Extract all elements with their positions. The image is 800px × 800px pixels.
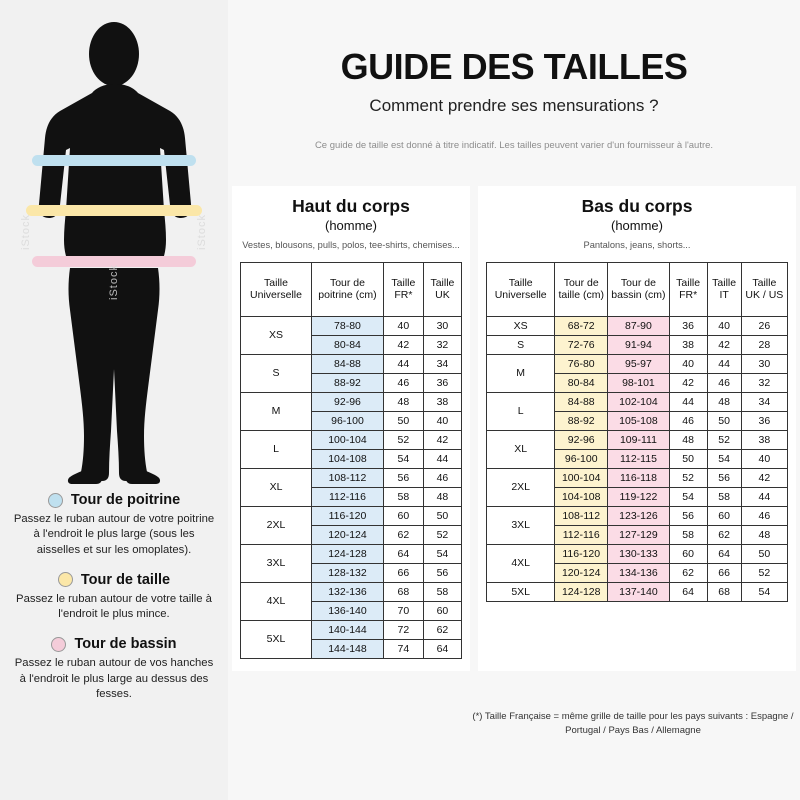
size-label-cell: XL <box>241 468 312 506</box>
table-cell: 44 <box>423 449 461 468</box>
table-cell: 46 <box>741 506 787 525</box>
page-header <box>228 0 800 152</box>
upper-body-tbody <box>241 316 462 658</box>
table-cell: 44 <box>741 487 787 506</box>
upper-body-card <box>232 186 470 671</box>
legend-waist-text: Passez le ruban autour de votre taille à l'endroit le plus mince. <box>16 592 212 620</box>
figure-wrap <box>0 0 228 488</box>
table-cell: 64 <box>383 544 423 563</box>
table-cell: 68-72 <box>555 316 608 335</box>
table-cell: 54 <box>669 487 707 506</box>
column-header: Tour de taille (cm) <box>555 262 608 316</box>
table-cell: 88-92 <box>312 373 384 392</box>
table-cell: 46 <box>423 468 461 487</box>
table-cell: 70 <box>383 601 423 620</box>
table-cell: 96-100 <box>312 411 384 430</box>
watermark-1: iStock <box>20 214 32 250</box>
table-cell: 92-96 <box>555 430 608 449</box>
table-cell: 50 <box>741 544 787 563</box>
table-cell: 137-140 <box>608 582 670 601</box>
lower-body-title: Bas du corps <box>581 196 693 216</box>
table-cell: 36 <box>741 411 787 430</box>
lower-body-description: Pantalons, jeans, shorts... <box>583 240 691 250</box>
table-cell: 42 <box>741 468 787 487</box>
footnote: (*) Taille Française = même grille de taille pour les pays suivants : Espagne / Portugal / Pays Bas / Allemagne <box>472 711 794 736</box>
table-cell: 108-112 <box>312 468 384 487</box>
size-label-cell: 3XL <box>241 544 312 582</box>
size-label-cell: M <box>487 354 555 392</box>
watermark-2: iStock <box>196 214 208 250</box>
column-header: Taille Universelle <box>487 262 555 316</box>
table-cell: 84-88 <box>312 354 384 373</box>
table-cell: 62 <box>707 525 741 544</box>
table-cell: 44 <box>383 354 423 373</box>
table-cell: 40 <box>383 316 423 335</box>
table-cell: 64 <box>707 544 741 563</box>
table-cell: 68 <box>383 582 423 601</box>
table-cell: 52 <box>741 563 787 582</box>
table-cell: 60 <box>669 544 707 563</box>
table-cell: 58 <box>423 582 461 601</box>
table-cell: 48 <box>669 430 707 449</box>
size-label-cell: M <box>241 392 312 430</box>
column-header: Taille FR* <box>669 262 707 316</box>
table-cell: 72 <box>383 620 423 639</box>
column-header: Taille FR* <box>383 262 423 316</box>
table-row <box>487 468 788 487</box>
male-silhouette-icon <box>14 18 214 488</box>
table-cell: 87-90 <box>608 316 670 335</box>
table-cell: 50 <box>383 411 423 430</box>
table-row <box>487 316 788 335</box>
table-cell: 50 <box>669 449 707 468</box>
table-cell: 28 <box>741 335 787 354</box>
table-row <box>487 544 788 563</box>
table-cell: 52 <box>383 430 423 449</box>
table-cell: 48 <box>383 392 423 411</box>
table-row <box>241 620 462 639</box>
table-cell: 42 <box>383 335 423 354</box>
table-cell: 38 <box>741 430 787 449</box>
table-cell: 62 <box>383 525 423 544</box>
size-label-cell: 3XL <box>487 506 555 544</box>
silhouette-panel <box>0 0 228 800</box>
table-cell: 128-132 <box>312 563 384 582</box>
table-cell: 34 <box>423 354 461 373</box>
disclaimer-text: Ce guide de taille est donné à titre indicatif. Les tailles peuvent varier d'un fournisseur à l'autre. <box>314 140 714 151</box>
upper-body-subtitle: (homme) <box>324 218 377 233</box>
table-cell: 56 <box>707 468 741 487</box>
table-cell: 100-104 <box>312 430 384 449</box>
upper-body-table <box>240 262 462 659</box>
upper-body-title: Haut du corps <box>292 196 410 216</box>
table-cell: 136-140 <box>312 601 384 620</box>
table-cell: 124-128 <box>555 582 608 601</box>
table-cell: 42 <box>423 430 461 449</box>
table-row <box>487 582 788 601</box>
lower-body-subtitle: (homme) <box>610 218 663 233</box>
column-header: Tour de bassin (cm) <box>608 262 670 316</box>
measurement-legend <box>0 492 228 716</box>
column-header: Taille Universelle <box>241 262 312 316</box>
table-cell: 92-96 <box>312 392 384 411</box>
chest-tape-marker <box>32 155 196 166</box>
table-row <box>487 354 788 373</box>
table-cell: 64 <box>669 582 707 601</box>
table-row <box>241 430 462 449</box>
table-cell: 91-94 <box>608 335 670 354</box>
size-label-cell: 5XL <box>241 620 312 658</box>
table-cell: 116-120 <box>555 544 608 563</box>
table-row <box>241 392 462 411</box>
table-cell: 112-116 <box>555 525 608 544</box>
size-label-cell: 2XL <box>487 468 555 506</box>
table-cell: 36 <box>423 373 461 392</box>
table-cell: 62 <box>423 620 461 639</box>
table-cell: 42 <box>707 335 741 354</box>
table-cell: 48 <box>423 487 461 506</box>
lower-body-table <box>486 262 788 602</box>
table-cell: 96-100 <box>555 449 608 468</box>
table-cell: 52 <box>707 430 741 449</box>
legend-chest-text: Passez le ruban autour de votre poitrine à l'endroit le plus large (sous les aisselles et sur les omoplates). <box>13 513 215 556</box>
hip-color-dot-icon <box>51 637 66 652</box>
waist-color-dot-icon <box>58 572 73 587</box>
table-cell: 52 <box>423 525 461 544</box>
table-cell: 44 <box>669 392 707 411</box>
size-label-cell: XL <box>487 430 555 468</box>
table-cell: 32 <box>423 335 461 354</box>
table-row <box>241 582 462 601</box>
size-label-cell: S <box>241 354 312 392</box>
column-header: Taille IT <box>707 262 741 316</box>
table-cell: 54 <box>423 544 461 563</box>
table-cell: 40 <box>707 316 741 335</box>
table-row <box>241 354 462 373</box>
table-cell: 46 <box>707 373 741 392</box>
table-cell: 50 <box>707 411 741 430</box>
size-label-cell: 4XL <box>241 582 312 620</box>
table-cell: 48 <box>707 392 741 411</box>
table-cell: 40 <box>423 411 461 430</box>
table-cell: 54 <box>383 449 423 468</box>
table-cell: 132-136 <box>312 582 384 601</box>
table-cell: 68 <box>707 582 741 601</box>
table-cell: 102-104 <box>608 392 670 411</box>
table-cell: 30 <box>741 354 787 373</box>
table-cell: 119-122 <box>608 487 670 506</box>
size-label-cell: 5XL <box>487 582 555 601</box>
table-cell: 50 <box>423 506 461 525</box>
lower-body-card <box>478 186 796 671</box>
legend-hip-text: Passez le ruban autour de vos hanches à l'endroit le plus large au dessus des fesses. <box>14 657 214 700</box>
legend-waist-title: Tour de taille <box>80 571 171 588</box>
table-header-row <box>241 262 462 316</box>
table-cell: 76-80 <box>555 354 608 373</box>
table-cell: 26 <box>741 316 787 335</box>
table-cell: 56 <box>669 506 707 525</box>
legend-item-waist <box>12 572 216 623</box>
table-cell: 123-126 <box>608 506 670 525</box>
lower-body-tbody <box>487 316 788 601</box>
table-cell: 124-128 <box>312 544 384 563</box>
legend-item-hip <box>12 636 216 702</box>
table-cell: 84-88 <box>555 392 608 411</box>
table-cell: 144-148 <box>312 639 384 658</box>
table-cell: 104-108 <box>312 449 384 468</box>
table-header-row <box>487 262 788 316</box>
table-cell: 38 <box>669 335 707 354</box>
table-cell: 105-108 <box>608 411 670 430</box>
table-cell: 32 <box>741 373 787 392</box>
table-cell: 40 <box>669 354 707 373</box>
table-cell: 112-116 <box>312 487 384 506</box>
size-label-cell: L <box>241 430 312 468</box>
table-cell: 140-144 <box>312 620 384 639</box>
table-cell: 108-112 <box>555 506 608 525</box>
table-cell: 46 <box>669 411 707 430</box>
table-cell: 60 <box>423 601 461 620</box>
table-cell: 134-136 <box>608 563 670 582</box>
table-cell: 130-133 <box>608 544 670 563</box>
size-tables <box>232 186 796 671</box>
table-cell: 100-104 <box>555 468 608 487</box>
size-label-cell: XS <box>487 316 555 335</box>
page-subtitle: Comment prendre ses mensurations ? <box>369 96 659 115</box>
table-cell: 52 <box>669 468 707 487</box>
table-cell: 120-124 <box>312 525 384 544</box>
table-cell: 116-120 <box>312 506 384 525</box>
size-label-cell: 4XL <box>487 544 555 582</box>
table-cell: 80-84 <box>312 335 384 354</box>
table-cell: 30 <box>423 316 461 335</box>
table-cell: 74 <box>383 639 423 658</box>
upper-body-description: Vestes, blousons, pulls, polos, tee-shirts, chemises... <box>242 240 460 250</box>
table-cell: 36 <box>669 316 707 335</box>
table-cell: 54 <box>741 582 787 601</box>
table-cell: 66 <box>383 563 423 582</box>
table-cell: 95-97 <box>608 354 670 373</box>
table-cell: 44 <box>707 354 741 373</box>
size-label-cell: 2XL <box>241 506 312 544</box>
table-cell: 80-84 <box>555 373 608 392</box>
table-cell: 46 <box>383 373 423 392</box>
chest-color-dot-icon <box>48 493 63 508</box>
table-row <box>487 430 788 449</box>
table-row <box>241 544 462 563</box>
table-cell: 64 <box>423 639 461 658</box>
table-cell: 48 <box>741 525 787 544</box>
legend-chest-title: Tour de poitrine <box>70 492 181 508</box>
table-cell: 38 <box>423 392 461 411</box>
table-cell: 78-80 <box>312 316 384 335</box>
table-cell: 34 <box>741 392 787 411</box>
column-header: Tour de poitrine (cm) <box>312 262 384 316</box>
table-cell: 98-101 <box>608 373 670 392</box>
watermark-3: iStock <box>108 264 120 300</box>
table-cell: 112-115 <box>608 449 670 468</box>
table-row <box>241 468 462 487</box>
table-cell: 72-76 <box>555 335 608 354</box>
table-cell: 116-118 <box>608 468 670 487</box>
column-header: Taille UK <box>423 262 461 316</box>
size-label-cell: L <box>487 392 555 430</box>
table-cell: 58 <box>669 525 707 544</box>
hip-tape-marker <box>32 256 196 267</box>
table-cell: 42 <box>669 373 707 392</box>
legend-hip-title: Tour de bassin <box>74 636 177 653</box>
table-row <box>487 506 788 525</box>
page-title: GUIDE DES TAILLES <box>340 46 688 87</box>
table-cell: 56 <box>423 563 461 582</box>
column-header: Taille UK / US <box>741 262 787 316</box>
table-cell: 62 <box>669 563 707 582</box>
table-cell: 127-129 <box>608 525 670 544</box>
table-cell: 40 <box>741 449 787 468</box>
table-cell: 104-108 <box>555 487 608 506</box>
table-cell: 66 <box>707 563 741 582</box>
table-row <box>241 316 462 335</box>
table-cell: 88-92 <box>555 411 608 430</box>
table-row <box>487 335 788 354</box>
table-cell: 60 <box>383 506 423 525</box>
size-label-cell: XS <box>241 316 312 354</box>
table-cell: 54 <box>707 449 741 468</box>
table-cell: 56 <box>383 468 423 487</box>
table-row <box>487 392 788 411</box>
table-cell: 120-124 <box>555 563 608 582</box>
table-cell: 109-111 <box>608 430 670 449</box>
table-cell: 58 <box>707 487 741 506</box>
table-cell: 60 <box>707 506 741 525</box>
size-label-cell: S <box>487 335 555 354</box>
waist-tape-marker <box>26 205 202 216</box>
legend-item-chest <box>12 492 216 558</box>
table-cell: 58 <box>383 487 423 506</box>
table-row <box>241 506 462 525</box>
